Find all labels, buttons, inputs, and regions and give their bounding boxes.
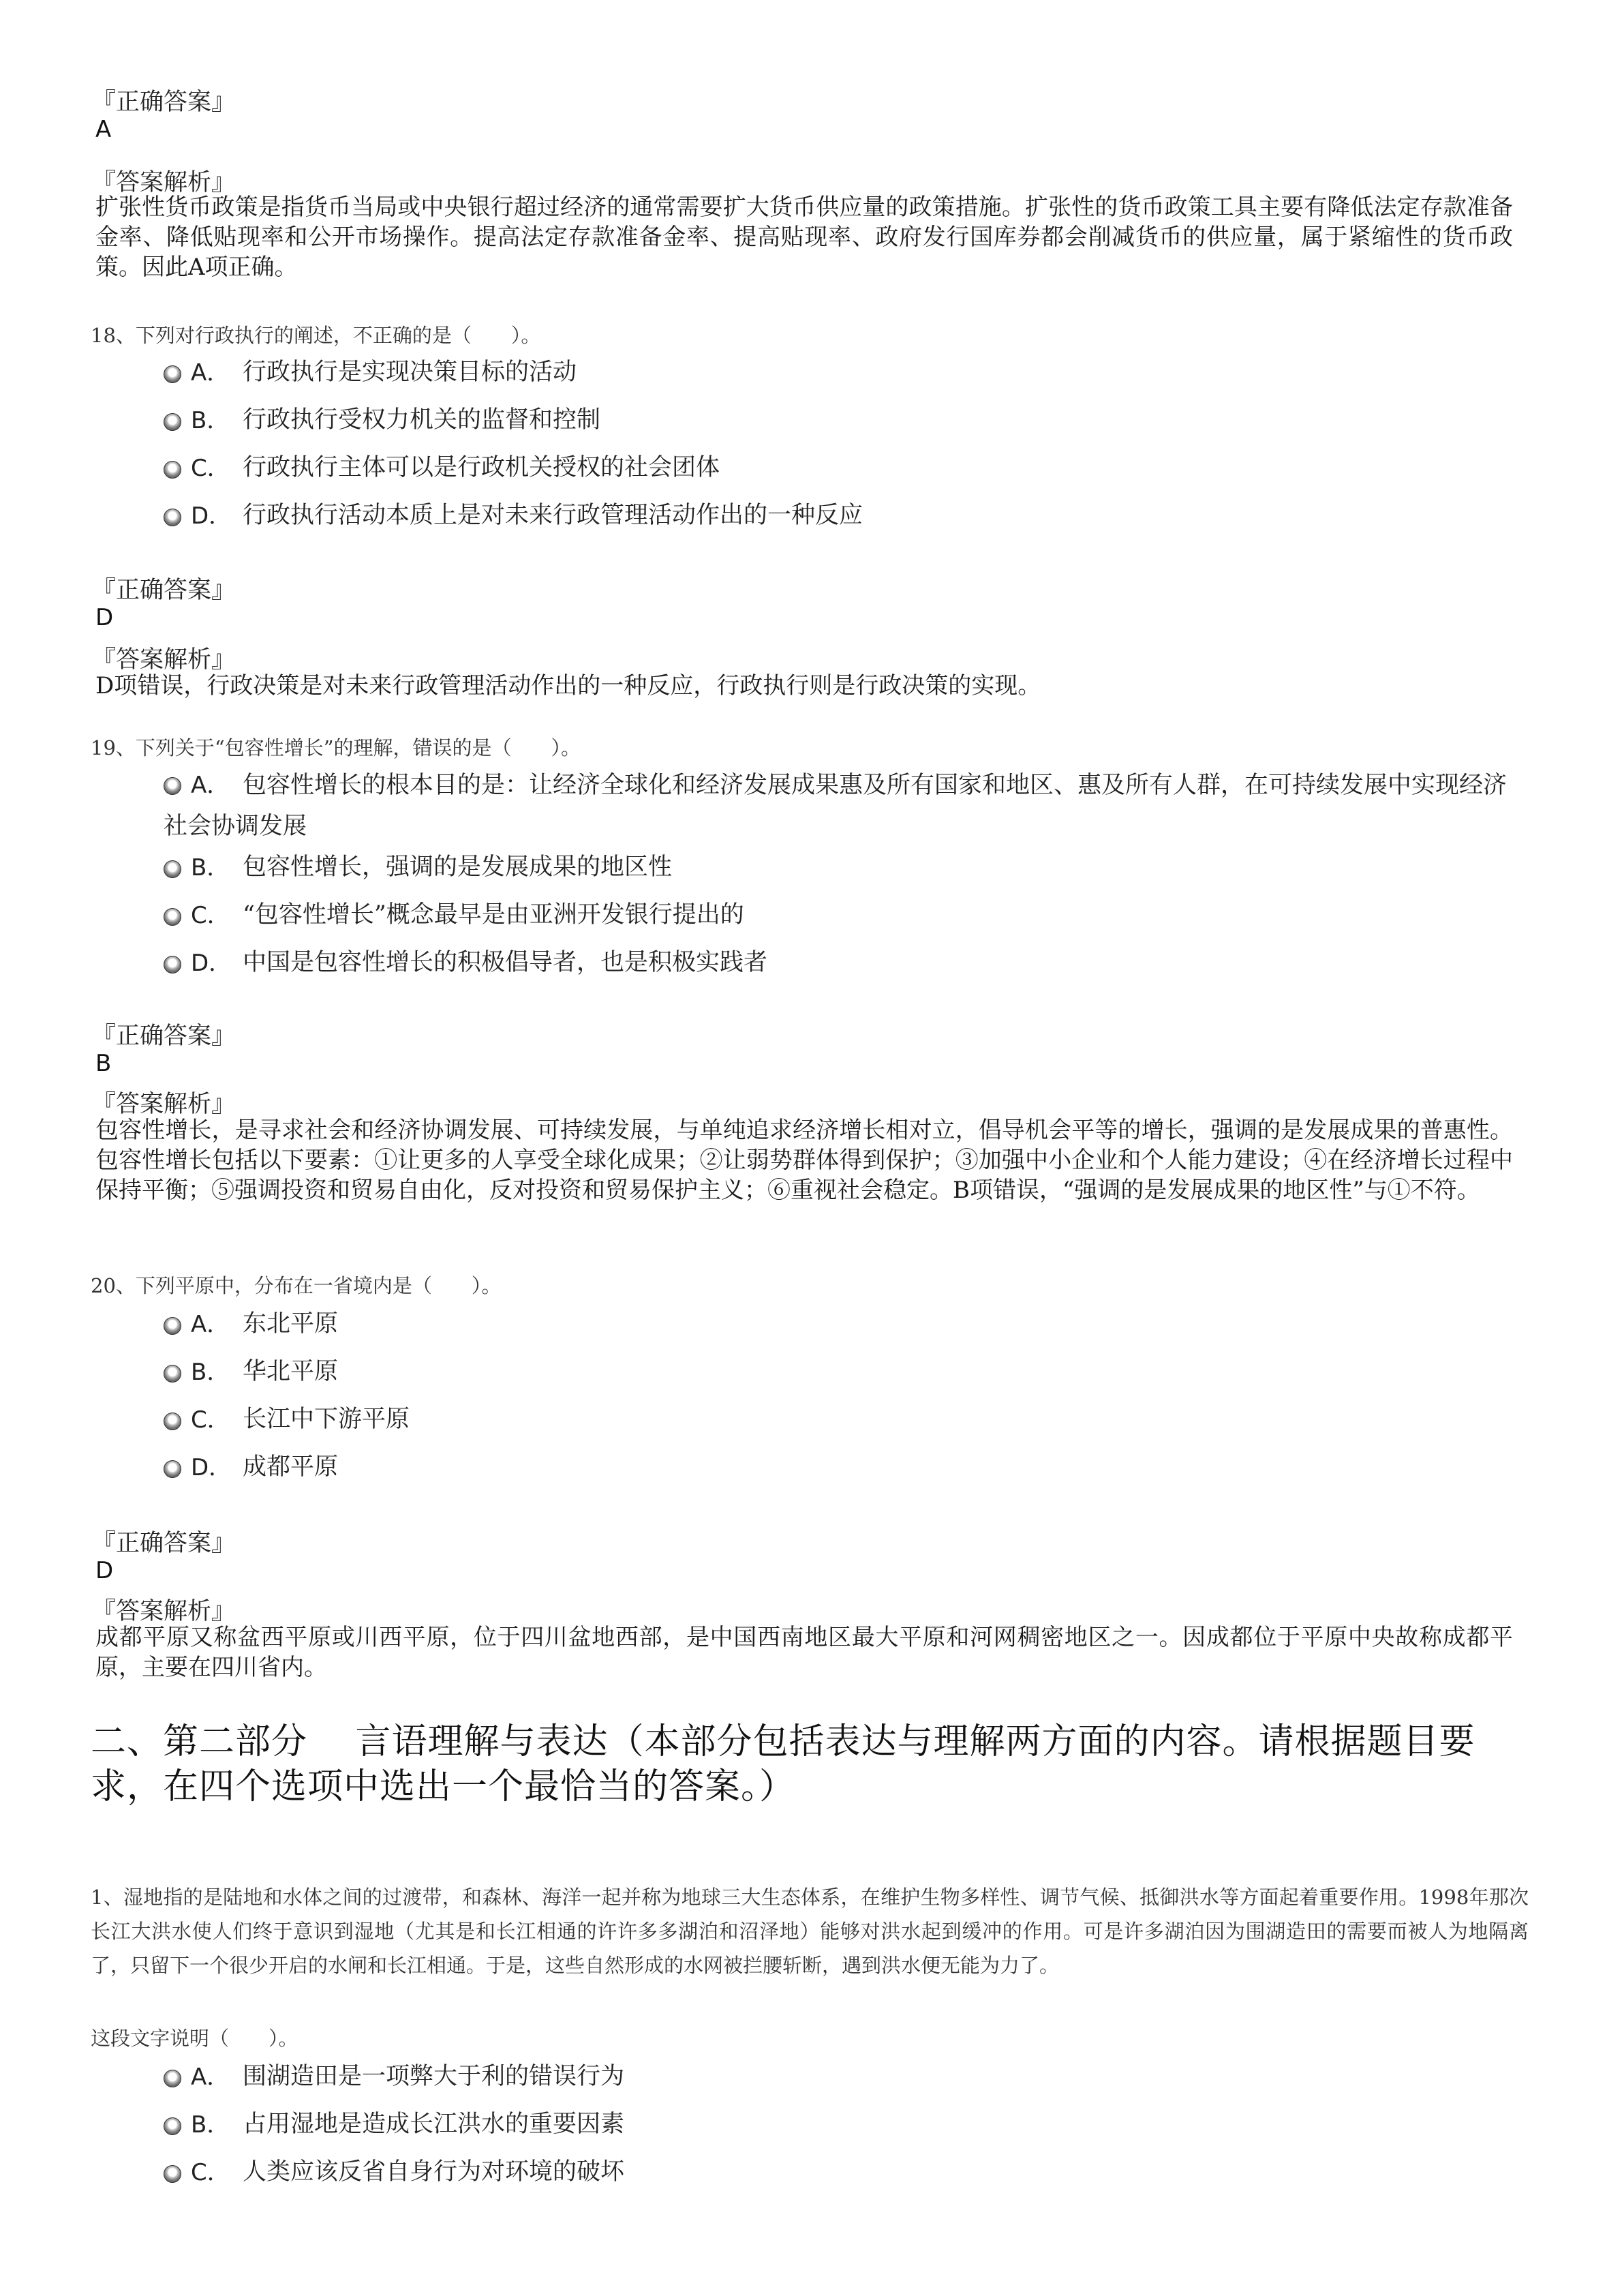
option-letter: A． bbox=[191, 772, 230, 799]
radio-button-icon[interactable] bbox=[164, 2070, 181, 2087]
question-19-option-d[interactable] bbox=[164, 943, 767, 978]
option-text: 人类应该反省自身行为对环境的破坏 bbox=[243, 2158, 625, 2186]
question-20-stem: 20、下列平原中，分布在一省境内是（ ）。 bbox=[91, 1274, 502, 1297]
question-19-option-c[interactable] bbox=[164, 896, 744, 930]
option-text: 成都平原 bbox=[243, 1453, 339, 1481]
question-prompt: 这段文字说明（ ）。 bbox=[91, 2027, 299, 2050]
question-s2-1-option-c[interactable] bbox=[164, 2153, 624, 2187]
option-letter: B． bbox=[191, 406, 230, 434]
question-18-option-b[interactable] bbox=[164, 401, 600, 435]
question-18-option-a[interactable] bbox=[164, 353, 577, 387]
radio-button-icon[interactable] bbox=[164, 860, 181, 878]
correct-answer-value: D bbox=[95, 604, 114, 631]
question-20-option-b[interactable] bbox=[164, 1353, 338, 1387]
option-letter: A． bbox=[191, 1310, 230, 1338]
option-text: 包容性增长的根本目的是：让经济全球化和经济发展成果惠及所有国家和地区、惠及所有人群，在可持续发展中实现经济社会协调发展 bbox=[164, 772, 1508, 840]
analysis-text: 包容性增长，是寻求社会和经济协调发展、可持续发展，与单纯追求经济增长相对立，倡导机会平等的增长，强调的是发展成果的普惠性。包容性增长包括以下要素：①让更多的人享受全球化成果；②让弱势群体得到保护；③加强中小企业和个人能力建设；④在经济增长过程中保持平衡；⑤强调投资和贸易自由化，反对投资和贸易保护主义；⑥重视社会稳定。B项错误，“强调的是发展成果的地区性”与①不符。 bbox=[95, 1117, 1513, 1204]
radio-button-icon[interactable] bbox=[164, 2165, 181, 2183]
analysis-text: D项错误，行政决策是对未来行政管理活动作出的一种反应，行政执行则是行政决策的实现。 bbox=[95, 672, 1041, 699]
option-text: 围湖造田是一项弊大于利的错误行为 bbox=[243, 2063, 625, 2090]
option-text: “包容性增长”概念最早是由亚洲开发银行提出的 bbox=[243, 901, 744, 928]
radio-button-icon[interactable] bbox=[164, 908, 181, 926]
question-s2-1-option-a[interactable] bbox=[164, 2057, 624, 2091]
reading-passage: 1、湿地指的是陆地和水体之间的过渡带，和森林、海洋一起并称为地球三大生态体系，在维护生物多样性、调节气候、抵御洪水等方面起着重要作用。1998年那次长江大洪水使人们终于意识到湿地（尤其是和长江相通的许许多多湖泊和沼泽地）能够对洪水起到缓冲的作用。可是许多湖泊因为围湖造田的需要而被人为地隔离了，只留下一个很少开启的水闸和长江相通。于是，这些自然形成的水网被拦腰斩断，遇到洪水便无能为力了。 bbox=[91, 1886, 1529, 1977]
radio-button-icon[interactable] bbox=[164, 1317, 181, 1335]
analysis-label: 『答案解析』 bbox=[92, 1091, 236, 1118]
option-text: 中国是包容性增长的积极倡导者，也是积极实践者 bbox=[243, 949, 768, 976]
option-letter: B． bbox=[191, 2111, 230, 2139]
option-letter: C． bbox=[191, 454, 230, 482]
question-20-option-a[interactable] bbox=[164, 1305, 338, 1339]
correct-answer-label: 『正确答案』 bbox=[92, 577, 236, 604]
option-text: 东北平原 bbox=[243, 1310, 339, 1338]
analysis-label: 『答案解析』 bbox=[92, 169, 236, 196]
section-heading: 二、第二部分 言语理解与表达（本部分包括表达与理解两方面的内容。请根据题目要求，在四个选项中选出一个最恰当的答案。） bbox=[91, 1721, 1475, 1807]
option-letter: D． bbox=[191, 1453, 232, 1481]
radio-button-icon[interactable] bbox=[164, 1413, 181, 1430]
option-text: 行政执行是实现决策目标的活动 bbox=[243, 359, 577, 386]
radio-button-icon[interactable] bbox=[164, 1365, 181, 1383]
question-19-option-a[interactable] bbox=[164, 765, 1520, 847]
radio-button-icon[interactable] bbox=[164, 461, 181, 479]
analysis-label: 『答案解析』 bbox=[92, 1598, 236, 1625]
option-letter: D． bbox=[191, 502, 232, 530]
question-19-option-b[interactable] bbox=[164, 848, 672, 882]
option-letter: B． bbox=[191, 854, 230, 881]
correct-answer-label: 『正确答案』 bbox=[92, 1023, 236, 1050]
option-text: 长江中下游平原 bbox=[243, 1406, 410, 1433]
question-20-option-d[interactable] bbox=[164, 1448, 338, 1482]
radio-button-icon[interactable] bbox=[164, 365, 181, 383]
option-letter: B． bbox=[191, 1358, 230, 1386]
option-text: 行政执行活动本质上是对未来行政管理活动作出的一种反应 bbox=[243, 502, 863, 529]
option-text: 华北平原 bbox=[243, 1358, 339, 1385]
question-20-option-c[interactable] bbox=[164, 1400, 410, 1434]
question-18-option-c[interactable] bbox=[164, 449, 720, 483]
option-text: 包容性增长，强调的是发展成果的地区性 bbox=[243, 854, 673, 881]
option-letter: A． bbox=[191, 359, 230, 387]
analysis-label: 『答案解析』 bbox=[92, 646, 236, 674]
option-text: 占用湿地是造成长江洪水的重要因素 bbox=[243, 2111, 625, 2138]
radio-button-icon[interactable] bbox=[164, 509, 181, 526]
correct-answer-label: 『正确答案』 bbox=[92, 1530, 236, 1557]
analysis-text: 成都平原又称盆西平原或川西平原，位于四川盆地西部，是中国西南地区最大平原和河网稠密地区之一。因成都位于平原中央故称成都平原，主要在四川省内。 bbox=[95, 1624, 1513, 1681]
radio-button-icon[interactable] bbox=[164, 1460, 181, 1478]
question-s2-1-option-b[interactable] bbox=[164, 2105, 624, 2139]
option-letter: C． bbox=[191, 901, 230, 929]
option-letter: C． bbox=[191, 2158, 230, 2186]
radio-button-icon[interactable] bbox=[164, 413, 181, 431]
radio-button-icon[interactable] bbox=[164, 2117, 181, 2135]
option-letter: A． bbox=[191, 2063, 230, 2091]
option-letter: D． bbox=[191, 949, 232, 977]
correct-answer-label: 『正确答案』 bbox=[92, 89, 236, 116]
correct-answer-value: B bbox=[95, 1050, 112, 1077]
analysis-text: 扩张性货币政策是指货币当局或中央银行超过经济的通常需要扩大货币供应量的政策措施。扩张性的货币政策工具主要有降低法定存款准备金率、降低贴现率和公开市场操作。提高法定存款准备金率、提高贴现率、政府发行国库券都会削减货币的供应量，属于紧缩性的货币政策。因此A项正确。 bbox=[95, 194, 1513, 281]
radio-button-icon[interactable] bbox=[164, 777, 181, 795]
correct-answer-value: A bbox=[95, 116, 112, 143]
option-text: 行政执行主体可以是行政机关授权的社会团体 bbox=[243, 454, 720, 481]
question-18-stem: 18、下列对行政执行的阐述，不正确的是（ ）。 bbox=[91, 324, 541, 347]
question-18-option-d[interactable] bbox=[164, 496, 863, 530]
question-19-stem: 19、下列关于“包容性增长”的理解，错误的是（ ）。 bbox=[91, 736, 581, 759]
correct-answer-value: D bbox=[95, 1557, 114, 1584]
radio-button-icon[interactable] bbox=[164, 956, 181, 973]
option-letter: C． bbox=[191, 1406, 230, 1434]
option-text: 行政执行受权力机关的监督和控制 bbox=[243, 406, 601, 434]
